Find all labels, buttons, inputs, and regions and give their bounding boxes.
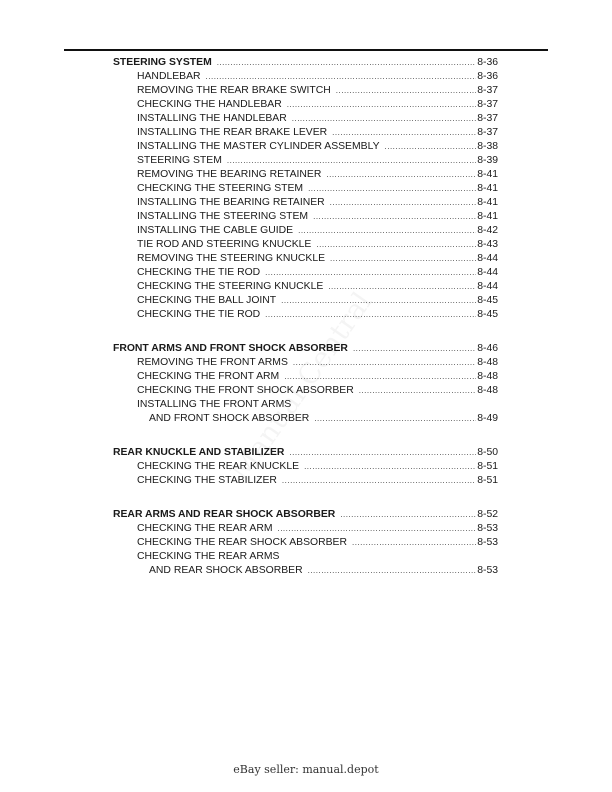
leader-dots	[206, 70, 477, 84]
leader-dots	[217, 56, 476, 70]
entry-label: TIE ROD AND STEERING KNUCKLE	[137, 239, 312, 250]
toc-entry[interactable]	[113, 112, 498, 126]
entry-label: REMOVING THE REAR BRAKE SWITCH	[137, 85, 331, 96]
leader-dots	[336, 84, 476, 98]
entry-label: CHECKING THE TIE ROD	[137, 267, 261, 278]
leader-dots	[330, 252, 476, 266]
page-number: 8-36	[477, 57, 498, 68]
toc-entry[interactable]	[113, 154, 498, 168]
leader-dots	[308, 564, 477, 578]
table-of-contents	[113, 56, 498, 578]
toc-entry[interactable]	[113, 168, 498, 182]
leader-dots	[313, 210, 476, 224]
footer-text: eBay seller: manual.depot	[233, 763, 379, 776]
page-number: 8-38	[477, 141, 498, 152]
page-number: 8-44	[477, 253, 498, 264]
page-number: 8-36	[477, 71, 498, 82]
leader-dots	[293, 356, 476, 370]
toc-entry[interactable]	[113, 398, 498, 412]
spacer	[113, 426, 498, 446]
entry-label: CHECKING THE REAR ARM	[137, 523, 273, 534]
page-number: 8-50	[477, 447, 498, 458]
toc-entry[interactable]	[113, 294, 498, 308]
page-number: 8-37	[477, 127, 498, 138]
toc-entry[interactable]	[113, 140, 498, 154]
page-number: 8-53	[477, 523, 498, 534]
page-number: 8-52	[477, 509, 498, 520]
page-number: 8-42	[477, 225, 498, 236]
entry-label: REMOVING THE BEARING RETAINER	[137, 169, 322, 180]
toc-entry[interactable]	[113, 126, 498, 140]
page-number: 8-45	[477, 309, 498, 320]
page-number: 8-37	[477, 85, 498, 96]
entry-label: AND FRONT SHOCK ABSORBER	[149, 413, 310, 424]
spacer	[113, 322, 498, 342]
entry-label: CHECKING THE STEERING KNUCKLE	[137, 281, 324, 292]
entry-label: INSTALLING THE STEERING STEM	[137, 211, 309, 222]
toc-entry[interactable]	[113, 98, 498, 112]
page-number: 8-51	[477, 461, 498, 472]
entry-label: INSTALLING THE REAR BRAKE LEVER	[137, 127, 328, 138]
page-number: 8-46	[477, 343, 498, 354]
entry-label: INSTALLING THE HANDLEBAR	[137, 113, 287, 124]
toc-entry[interactable]	[113, 356, 498, 370]
page-number: 8-43	[477, 239, 498, 250]
page-number: 8-41	[477, 169, 498, 180]
leader-dots	[298, 224, 476, 238]
toc-entry[interactable]	[113, 536, 498, 550]
leader-dots	[277, 522, 476, 536]
section-title: REAR KNUCKLE AND STABILIZER	[113, 447, 285, 458]
entry-label: AND REAR SHOCK ABSORBER	[149, 565, 303, 576]
leader-dots	[281, 294, 476, 308]
entry-label: CHECKING THE STABILIZER	[137, 475, 277, 486]
entry-label: CHECKING THE FRONT ARM	[137, 371, 280, 382]
leader-dots	[328, 280, 476, 294]
toc-entry[interactable]	[113, 384, 498, 398]
leader-dots	[265, 308, 476, 322]
leader-dots	[282, 474, 476, 488]
entry-label: STEERING STEM	[137, 155, 222, 166]
leader-dots	[385, 140, 477, 154]
toc-entry[interactable]	[113, 550, 498, 564]
entry-label: CHECKING THE TIE ROD	[137, 309, 261, 320]
leader-dots	[304, 460, 476, 474]
toc-entry[interactable]	[113, 70, 498, 84]
entry-label: REMOVING THE STEERING KNUCKLE	[137, 253, 326, 264]
page-number: 8-44	[477, 281, 498, 292]
entry-label: CHECKING THE STEERING STEM	[137, 183, 304, 194]
toc-entry[interactable]	[113, 84, 498, 98]
toc-entry[interactable]	[113, 224, 498, 238]
entry-label: CHECKING THE HANDLEBAR	[137, 99, 282, 110]
toc-entry[interactable]	[113, 370, 498, 384]
spacer	[113, 488, 498, 508]
header-rule	[64, 49, 548, 51]
entry-label: CHECKING THE REAR KNUCKLE	[137, 461, 300, 472]
toc-entry[interactable]	[113, 280, 498, 294]
leader-dots	[308, 182, 476, 196]
toc-entry[interactable]	[113, 182, 498, 196]
leader-dots	[292, 112, 476, 126]
leader-dots	[289, 446, 476, 460]
page-number: 8-53	[477, 537, 498, 548]
page-number: 8-37	[477, 99, 498, 110]
leader-dots	[287, 98, 476, 112]
page-number: 8-51	[477, 475, 498, 486]
page-number: 8-41	[477, 183, 498, 194]
page-number: 8-41	[477, 197, 498, 208]
toc-entry[interactable]	[113, 474, 498, 488]
leader-dots	[326, 168, 476, 182]
section-title: REAR ARMS AND REAR SHOCK ABSORBER	[113, 509, 336, 520]
toc-entry[interactable]	[113, 196, 498, 210]
leader-dots	[332, 126, 476, 140]
page-number: 8-48	[477, 357, 498, 368]
page-number: 8-48	[477, 371, 498, 382]
toc-entry[interactable]	[113, 412, 498, 426]
toc-section[interactable]	[113, 56, 498, 70]
toc-entry[interactable]	[113, 460, 498, 474]
toc-entry[interactable]	[113, 210, 498, 224]
leader-dots	[353, 342, 476, 356]
leader-dots	[359, 384, 477, 398]
entry-label: CHECKING THE REAR ARMS	[137, 551, 280, 562]
leader-dots	[316, 238, 476, 252]
toc-entry[interactable]	[113, 252, 498, 266]
entry-label: CHECKING THE FRONT SHOCK ABSORBER	[137, 385, 354, 396]
leader-dots	[330, 196, 477, 210]
page-number: 8-49	[477, 413, 498, 424]
entry-label: INSTALLING THE FRONT ARMS	[137, 399, 292, 410]
toc-entry[interactable]	[113, 238, 498, 252]
page-number: 8-48	[477, 385, 498, 396]
entry-label: INSTALLING THE CABLE GUIDE	[137, 225, 294, 236]
section-title: STEERING SYSTEM	[113, 57, 212, 68]
page-number: 8-53	[477, 565, 498, 576]
entry-label: CHECKING THE REAR SHOCK ABSORBER	[137, 537, 347, 548]
entry-label: HANDLEBAR	[137, 71, 201, 82]
leader-dots	[284, 370, 476, 384]
leader-dots	[352, 536, 476, 550]
section-title: FRONT ARMS AND FRONT SHOCK ABSORBER	[113, 343, 348, 354]
page-number: 8-45	[477, 295, 498, 306]
leader-dots	[340, 508, 476, 522]
entry-label: INSTALLING THE BEARING RETAINER	[137, 197, 325, 208]
toc-section[interactable]	[113, 342, 498, 356]
toc-entry[interactable]	[113, 308, 498, 322]
leader-dots	[227, 154, 476, 168]
page-number: 8-41	[477, 211, 498, 222]
toc-section[interactable]	[113, 446, 498, 460]
toc-entry[interactable]	[113, 266, 498, 280]
page-number: 8-44	[477, 267, 498, 278]
leader-dots	[314, 412, 476, 426]
leader-dots	[265, 266, 476, 280]
toc-section[interactable]	[113, 508, 498, 522]
page-number: 8-39	[477, 155, 498, 166]
entry-label: CHECKING THE BALL JOINT	[137, 295, 277, 306]
entry-label: REMOVING THE FRONT ARMS	[137, 357, 288, 368]
page-number: 8-37	[477, 113, 498, 124]
toc-entry[interactable]	[113, 522, 498, 536]
entry-label: INSTALLING THE MASTER CYLINDER ASSEMBLY	[137, 141, 380, 152]
toc-entry[interactable]	[113, 564, 498, 578]
